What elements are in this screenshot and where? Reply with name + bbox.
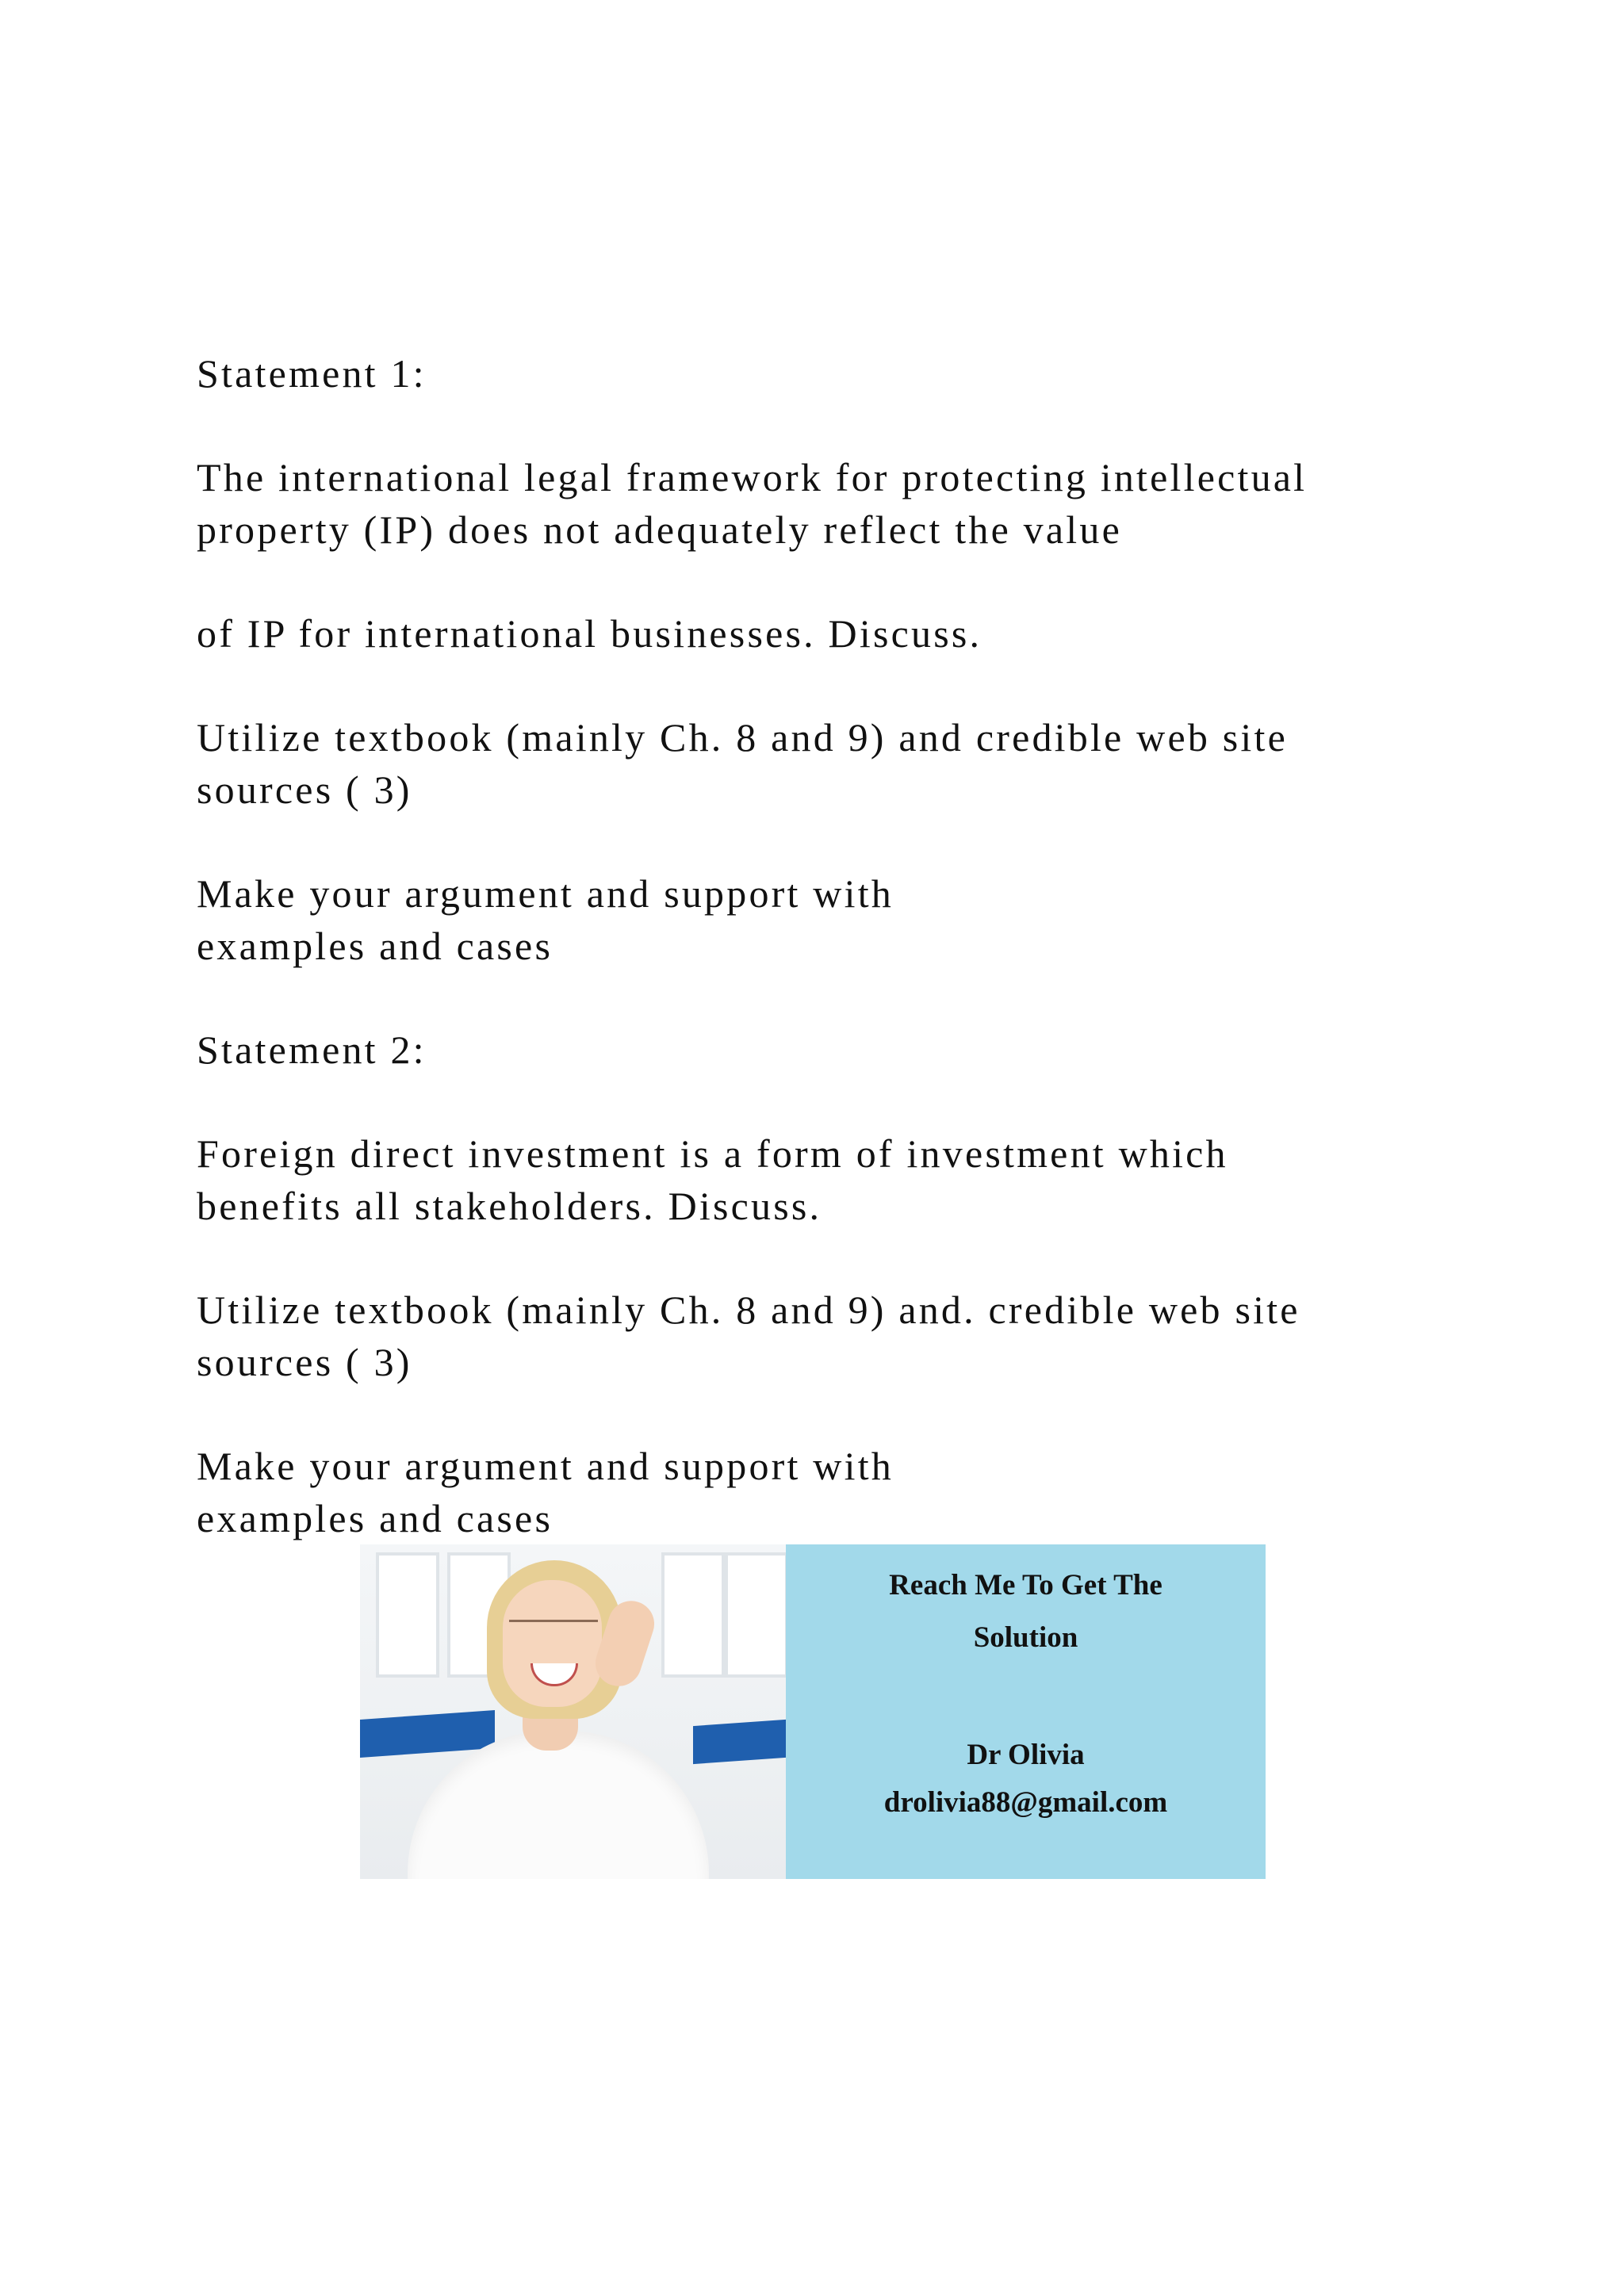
- contact-name: Dr Olivia: [967, 1739, 1085, 1771]
- window-shape: [661, 1552, 725, 1678]
- statement-1-text-part-2: of IP for international businesses. Discuss.: [197, 611, 982, 656]
- statement-1-sources-instruction: Utilize textbook (mainly Ch. 8 and 9) and credible web site sources ( 3): [197, 715, 1288, 812]
- chair-shape: [693, 1720, 786, 1764]
- statement-2-heading: Statement 2:: [197, 1027, 427, 1072]
- document-body: [197, 347, 1481, 1544]
- statement-1-text-part-1: The international legal framework for protecting intellectual property (IP) does not adequately reflect the value: [197, 455, 1308, 552]
- chair-shape: [360, 1710, 495, 1758]
- contact-line-1: Reach Me To Get The: [889, 1569, 1162, 1601]
- woman-photo: [360, 1544, 786, 1879]
- contact-line-2: Solution: [973, 1621, 1078, 1654]
- contact-email: drolivia88@gmail.com: [883, 1786, 1168, 1819]
- contact-banner: [360, 1544, 1266, 1879]
- window-shape: [725, 1552, 786, 1678]
- statement-2-argument-instruction: Make your argument and support with examples and cases: [197, 1444, 894, 1540]
- window-shape: [376, 1552, 439, 1678]
- face-shape: [503, 1580, 602, 1707]
- statement-1-heading: Statement 1:: [197, 351, 427, 396]
- contact-info-panel: [786, 1544, 1266, 1879]
- statement-2-sources-instruction: Utilize textbook (mainly Ch. 8 and 9) and. credible web site sources ( 3): [197, 1288, 1300, 1384]
- statement-1-argument-instruction: Make your argument and support with examples and cases: [197, 871, 894, 968]
- statement-2-text: Foreign direct investment is a form of investment which benefits all stakeholders. Discuss.: [197, 1131, 1228, 1228]
- glasses-shape: [509, 1620, 598, 1643]
- shirt-shape: [408, 1731, 709, 1879]
